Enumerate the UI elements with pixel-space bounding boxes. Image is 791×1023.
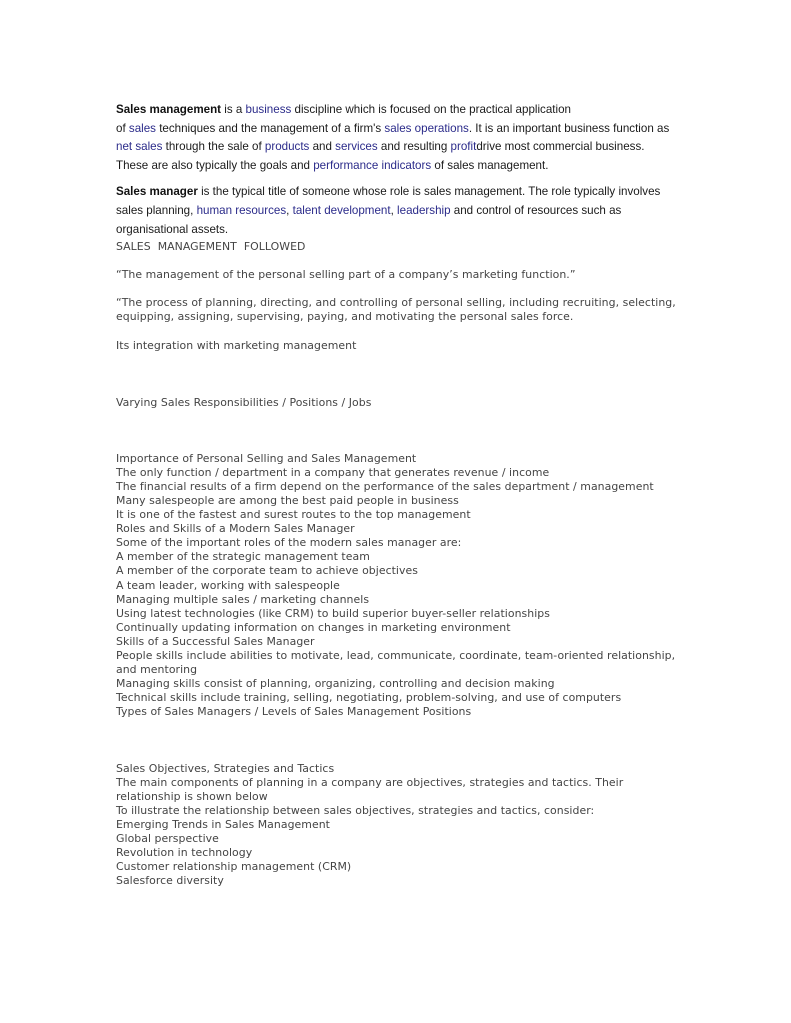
text-line: Some of the important roles of the modern sales manager are: [116, 536, 462, 550]
integration-text: Its integration with marketing management [116, 338, 357, 352]
term-sales-manager: Sales manager [116, 185, 198, 199]
link-services[interactable]: services [335, 140, 378, 154]
text-line: Types of Sales Managers / Levels of Sales Management Positions [116, 705, 472, 719]
text-line: The only function / department in a company that generates revenue / income [116, 465, 550, 479]
varying-responsibilities-text: Varying Sales Responsibilities / Positions / Jobs [116, 395, 372, 409]
link-sales-operations[interactable]: sales operations [384, 121, 469, 135]
link-performance-indicators[interactable]: performance indicators [313, 158, 432, 172]
text-line: Revolution in technology [116, 846, 253, 860]
link-human-resources[interactable]: human resources [196, 203, 287, 217]
link-leadership[interactable]: leadership [397, 203, 451, 217]
text-line: Importance of Personal Selling and Sales Management [116, 451, 417, 465]
text-line: Many salespeople are among the best paid people in business [116, 494, 459, 507]
text-line: A member of the strategic management team [116, 550, 370, 564]
definition-quote-2: “The process of planning, directing, and controlling of personal selling, including recruiting, selecting, equipping, assigning, supervising, paying, and motivating the personal sales force. [116, 296, 680, 324]
intro-paragraph-2: Sales manager is the typical title of someone whose role is sales management. The role typically involves sales planning, human resources, talent development, leadership and control of resources such as organisational assets. [116, 185, 661, 236]
content-block-2 [116, 762, 676, 889]
definition-quote-1: “The management of the personal selling part of a company’s marketing function.” [116, 268, 576, 282]
text-line: Skills of a Successful Sales Manager [116, 634, 315, 648]
text-line: Managing skills consist of planning, organizing, controlling and decision making [116, 677, 555, 691]
text-line: Roles and Skills of a Modern Sales Manager [116, 522, 355, 536]
intro-paragraph-1: Sales management is a business discipline which is focused on the practical application of sales techniques and the management of a firm's sales operations. It is an important business function as net sales through the sale of products and services and resulting profitdrive most commercial business. These are also typically the goals and performance indicators of sales management. [116, 103, 670, 172]
text-line: Emerging Trends in Sales Management [116, 817, 330, 831]
text-line: Global perspective [116, 831, 219, 845]
text-line: People skills include abilities to motivate, lead, communicate, coordinate, team-oriented relationship, and mentoring [116, 649, 679, 677]
text-line: Salesforce diversity [116, 874, 224, 888]
section-heading-followed: SALES MANAGEMENT FOLLOWED [116, 240, 306, 254]
text-line: The financial results of a firm depend on the performance of the sales department / management [116, 479, 654, 493]
link-talent-development[interactable]: talent development [292, 203, 391, 217]
text-line: Using latest technologies (like CRM) to build superior buyer-seller relationships [116, 606, 550, 620]
text-line: Continually updating information on changes in marketing environment [116, 620, 511, 634]
text-line: Technical skills include training, selling, negotiating, problem-solving, and use of computers [116, 691, 622, 705]
link-business[interactable]: business [245, 103, 292, 116]
text-line: Managing multiple sales / marketing channels [116, 592, 370, 606]
text-line: It is one of the fastest and surest routes to the top management [116, 508, 471, 522]
text-line: Sales Objectives, Strategies and Tactics [116, 761, 335, 775]
link-sales[interactable]: sales [128, 121, 156, 135]
document-page [116, 101, 680, 888]
text-line: A member of the corporate team to achieve objectives [116, 564, 418, 578]
link-products[interactable]: products [264, 140, 310, 154]
text-line: To illustrate the relationship between sales objectives, strategies and tactics, consider: [116, 803, 595, 817]
text-line: A team leader, working with salespeople [116, 578, 340, 592]
content-block-1 [116, 451, 679, 720]
link-profit[interactable]: profit [450, 140, 477, 154]
text-line: Customer relationship management (CRM) [116, 860, 352, 874]
text-line: The main components of planning in a company are objectives, strategies and tactics. Their relationship is shown below [116, 775, 627, 803]
link-net-sales[interactable]: net sales [116, 140, 163, 154]
term-sales-management: Sales management [116, 103, 222, 116]
